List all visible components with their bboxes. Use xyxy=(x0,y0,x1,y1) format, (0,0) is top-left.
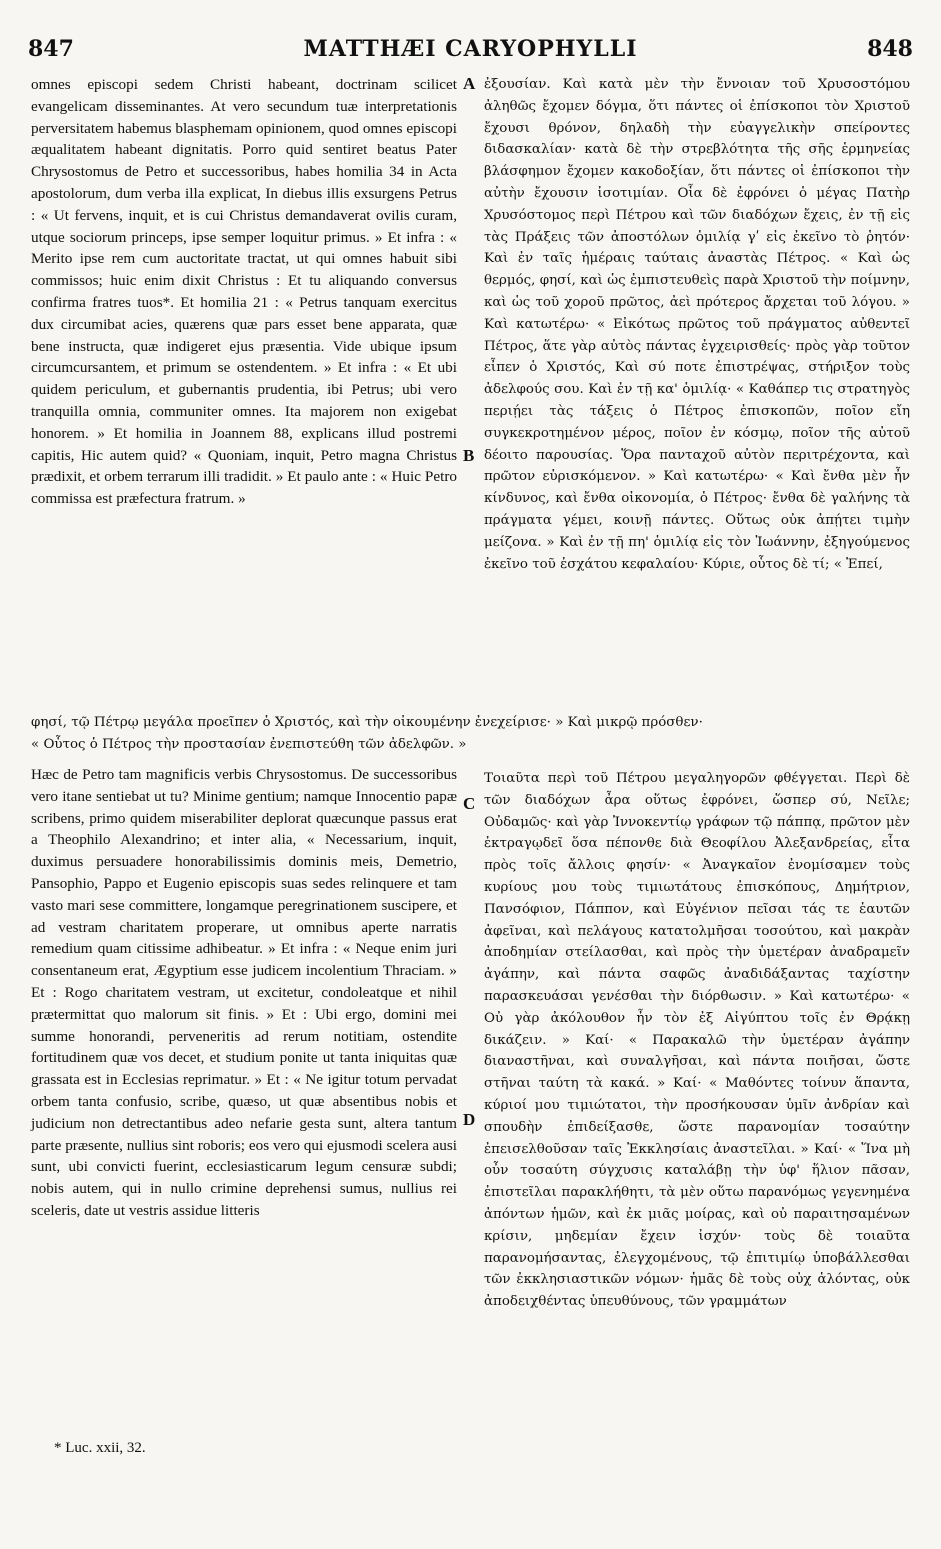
greek-full-line-1: φησί, τῷ Πέτρῳ μεγάλα προεῖπεν ὁ Χριστός, καὶ τὴν οἰκουμένην ἐνεχείρισε· » Καὶ μικρῷ πρόσθεν· xyxy=(31,715,703,730)
greek-paragraph-top: ἐξουσίαν. Καὶ κατὰ μὲν τὴν ἔννοιαν τοῦ Χρυσοστόμου ἀληθῶς ἔχομεν δόγμα, ὅτι πάντες οἱ ἐπίσκοποι τὸν Χριστοῦ ἔχουσι θρόνον, δηλαδὴ τὴν εὐαγγελικὴν σπείροντες διδασκαλίαν· κατὰ δὲ τὴν στρεβλότητα τῆς σῆς ἑρμηνείας βλάσφημον ἔχομεν κακοδοξίαν, ὅτι πάντες οἱ ἐπίσκοποι τὴν αὐτὴν ἔχουσιν ἰσοτιμίαν. Οἷα δὲ ἐφρόνει ὁ μέγας Πατὴρ Χρυσόστομος περὶ Πέτρου καὶ τῶν διαδόχων ἔχεις, ἐν τῇ εἰς τὰς Πράξεις τῶν ἀποστόλων ὁμιλίᾳ γʹ εἰς ἐκεῖνο τὸ ῥητόν· Καὶ ἐν ταῖς ἡμέραις ταύταις ἀναστὰς Πέτρος. « Καὶ ὡς θερμός, φησί, καὶ ὡς ἐμπιστευθεὶς παρὰ Χριστοῦ τὴν ποίμνην, καὶ ὡς τοῦ χοροῦ πρῶτος, ἀεὶ πρότερος ἄρχεται τοῦ λόγου. » Καὶ κατωτέρω· « Εἰκότως πρῶτος τοῦ πράγματος αὐθεντεῖ Πέτρος, ἅτε γὰρ αὐτὸς πάντας ἐγχειρισθείς· πρὸς γὰρ τοῦτον εἶπεν ὁ Χριστός, Καὶ σύ ποτε ἐπιστρέψας, στήριξον τοὺς ἀδελφούς σου. Καὶ ἐν τῇ κα' ὁμιλίᾳ· « Καθάπερ τις στρατηγὸς περιῄει τὰς τάξεις ὁ Πέτρος ἐπισκοπῶν, ποῖον εἴη συγκεκροτημένον μέρος, ποῖον ἐν κόσμῳ, ποῖον τῆς αὐτοῦ δέοιτο παρουσίας. Ὅρα πανταχοῦ αὐτὸν περιτρέχοντα, καὶ πρῶτον εὑρισκόμενον. » Καὶ κατωτέρω· « Καὶ ἔνθα μὲν ἦν κίνδυνος, καὶ ἔνθα οἰκονομία, ὁ Πέτρος· ἔνθα δὲ γαλήνης τὰ πράγματα γέμει, κοινῇ πάντες. Οὕτως οὐκ ἀπῄτει τιμὴν μείζονα. » Καὶ ἐν τῇ πη' ὁμιλίᾳ εἰς τὸν Ἰωάννην, ἐξηγούμενος ἐκεῖνο τοῦ ἐσχάτου κεφαλαίου· Κύριε, οὗτος δὲ τί; « Ἐπεί, xyxy=(484,77,910,572)
greek-column-top xyxy=(484,74,910,706)
latin-column-bottom xyxy=(31,764,457,1404)
running-title: MATTHÆI CARYOPHYLLI xyxy=(303,36,638,62)
running-header xyxy=(28,36,913,66)
margin-marker-d: D xyxy=(463,1110,476,1129)
footnote: * Luc. xxii, 32. xyxy=(54,1440,146,1456)
latin-paragraph-top: omnes episcopi sedem Christi habeant, doctrinam scilicet evangelicam disseminantes. At vero secundum tuæ interpretationis perversitatem habemus blasphemam opinionem, quod omnes episcopi æqualitatem habeant dignitatis. Porro quid sentiret beatus Pater Chrysostomus de Petro et successoribus, habes homilia 34 in Acta apostolorum, dum verba illa explicat, In diebus illis exsurgens Petrus : « Ut fervens, inquit, et is cui Christus demandaverat ovilis curam, utque sociorum princeps, ipse semper loquitur primus. » Et infra : « Merito ipse rem cum auctoritate tractat, ut qui omnes habuit sibi commissos; huic enim dixit Christus : Et tu aliquando conversus confirma fratres tuos*. Et homilia 21 : « Petrus tanquam exercitus dux circumibat acies, quærens quæ pars esset bene apparata, quæ bene instructa, quæ indigeret ejus præsentia. Vide ubique ipsum circumcursantem, et primum se ostendentem. » Et infra : « Et ubi quidem periculum, et gubernantis prudentia, ibi Petrus; ubi vero tranquilla omnia, communiter omnes. Ita majorem non exigebat honorem. » Et homilia in Joannem 88, explicans illud postremi capitis, Hic autem quid? « Quoniam, inquit, Petro magna Christus prædixit, et orbem terrarum illi tradidit. » Et paulo ante : « Huic Petro commissa est præfectura fratrum. » xyxy=(31,76,457,508)
greek-column-bottom xyxy=(484,768,910,1408)
latin-column-top xyxy=(31,74,457,706)
page-number-left: 847 xyxy=(28,36,74,62)
page-number-right: 848 xyxy=(867,36,913,62)
margin-marker-b: B xyxy=(463,446,475,465)
margin-marker-c: C xyxy=(463,794,476,813)
margin-marker-a: A xyxy=(463,74,476,93)
greek-full-line-2: « Οὗτος ὁ Πέτρος τὴν προστασίαν ἐνεπιστεύθη τῶν ἀδελφῶν. » xyxy=(31,736,467,752)
greek-full-width-lines xyxy=(31,712,911,756)
latin-paragraph-bottom: Hæc de Petro tam magnificis verbis Chrysostomus. De successoribus vero itane sentiebat ut tu? Minime gentium; namque Innocentio papæ scribens, primo quidem miserabiliter deplorat quæcunque passus erat a Theophilo Alexandrino; et inter alia, « Necessarium, inquit, duximus persuadere honorabilissimis dominis meis, Demetrio, Pansophio, Pappo et Eugenio episcopis suas sedes relinquere et tam vasto mari sese committere, longamque peregrinationem suscipere, et ad vestram charitatem properare, ut omnibus aperte narratis remedium quam citissime adhibeatur. » Et infra : « Neque enim juri consentaneum erat, Ægyptium esse judicem incolentium Thraciam. » Et : Rogo charitatem vestram, ut excitetur, condoleatque et nihil prætermittat quo malorum sit finis. » Et : Ubi ergo, domini mei summe honorandi, perveneritis ad rerum notitiam, ostendite fortitudinem quæ vos decet, et studium ponite ut tanta iniquitas quæ grassata est in Ecclesias reprimatur. » Et : « Ne igitur totum pervadat orbem tanta confusio, scribe, quæso, ut quæ absentibus nobis et judicium non detrectantibus adeo nefarie gesta sunt, altera tantum parte præsente, nullius sint roboris; eos vero qui ejusmodi scelera ausi sunt, ubi convicti fuerint, ecclesiasticarum legum censuræ subdi; nobis autem, qui in nullo crimine deprehensi sumus, nullius rei sceleris, date ut vestris assidue litteris xyxy=(31,766,457,1219)
greek-paragraph-bottom: Τοιαῦτα περὶ τοῦ Πέτρου μεγαληγορῶν φθέγγεται. Περὶ δὲ τῶν διαδόχων ἆρα οὕτως ἐφρόνει, ὥσπερ σύ, Νεῖλε; Οὐδαμῶς· καὶ γὰρ Ἰννοκεντίῳ γράφων τῷ πάππᾳ, πρῶτον μὲν ἐκτραγῳδεῖ ὅσα πέπονθε διὰ Θεοφίλου Ἀλεξανδρείας, εἶτα πρὸς τοῖς ἄλλοις φησίν· « Ἀναγκαῖον ἐνομίσαμεν τοὺς κυρίους μου τοὺς τιμιωτάτους ἐπισκόπους, Δημήτριον, Πανσόφιον, Πάππον, καὶ Εὐγένιον πεῖσαι τάς τε ἑαυτῶν ἀφεῖναι, καὶ πελάγους κατατολμῆσαι τοσούτου, καὶ μακρὰν ἀποδημίαν στείλασθαι, καὶ πρὸς τὴν ὑμετέραν ἀναδραμεῖν ἀγάπην, καὶ πάντα σαφῶς ἀναδιδάξαντας ταχίστην παρασκευάσαι γενέσθαι τὴν διόρθωσιν. » Καὶ κατωτέρω· « Οὐ γὰρ ἀκόλουθον ἦν τὸν ἐξ Αἰγύπτου τοῖς ἐν Θρᾴκῃ δικάζειν. » Καί· « Παρακαλῶ τὴν ὑμετέραν ἀγάπην διαναστῆναι, καὶ συναλγῆσαι, καὶ πάντα ποιῆσαι, ὥστε στῆναι ταύτη τὰ κακά. » Καί· « Μαθόντες τοίνυν ἅπαντα, κύριοί μου τιμιώτατοι, τὴν προσήκουσαν ὑμῖν ἀνδρίαν καὶ σπουδὴν ἐπιδείξασθε, ὥστε παρανομίαν τοσαύτην ἐπεισελθοῦσαν ταῖς Ἐκκλησίαις ἀναστεῖλαι. » Καί· « Ἵνα μὴ οὖν τοσαύτη σύγχυσις καταλάβῃ τὴν ὑφ' ἥλιον πᾶσαν, ἐπιστεῖλαι παρακλήθητι, τὰ μὲν οὕτω παρανόμως γεγενημένα ἀπόντων ἡμῶν, καὶ ἐκ μιᾶς μοίρας, καὶ οὐ παραιτησαμένων κρίσιν, μηδεμίαν ἔχειν ἰσχύν· τοὺς δὲ τοιαῦτα παρανομήσαντας, ἐλεγχομένους, τῷ ἐπιτιμίῳ ὑποβάλλεσθαι τῶν ἐκκλησιαστικῶν νόμων· ἡμᾶς δὲ τοὺς οὐχ ἁλόντας, οὐκ ἀποδειχθέντας ὑπευθύνους, τῶν γραμμάτων xyxy=(484,771,910,1310)
